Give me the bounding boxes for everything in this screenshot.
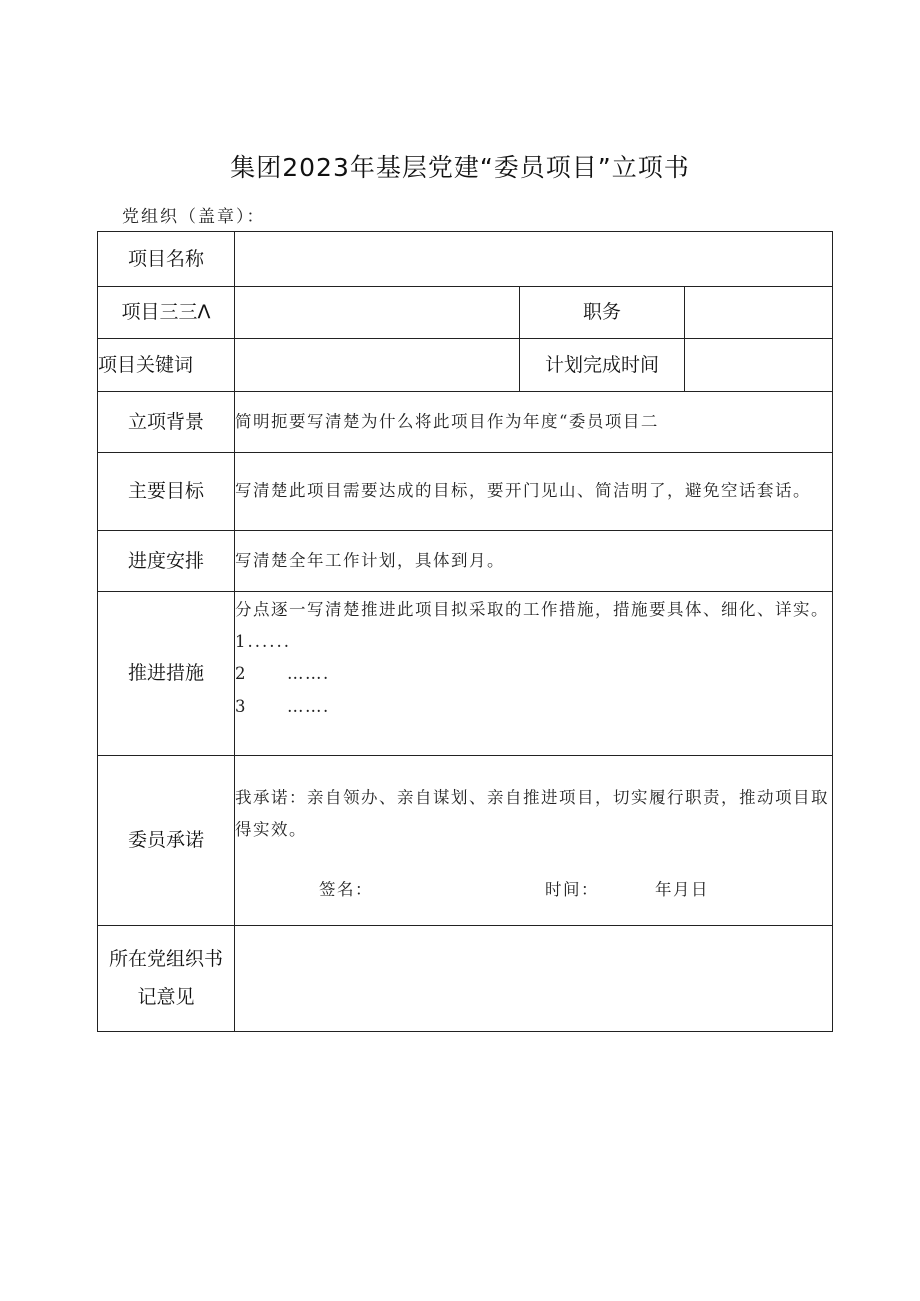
project-leader-label: 项目三三Λ [98,287,235,339]
row-project-name [98,232,833,287]
commitment-label: 委员承诺 [98,756,235,926]
row-measures [98,592,833,756]
project-name-field[interactable] [235,232,833,287]
position-label: 职务 [520,287,685,339]
row-commitment [98,756,833,926]
row-opinion [98,926,833,1032]
measures-item: 3 ……. [235,696,330,716]
signature-row [235,874,832,906]
schedule-label: 进度安排 [98,531,235,592]
background-field[interactable]: 简明扼要写清楚为什么将此项目作为年度“委员项目二 [235,392,833,453]
commitment-cell [235,756,833,926]
opinion-field[interactable] [235,926,833,1032]
deadline-label: 计划完成时间 [520,339,685,392]
measures-field[interactable] [235,592,833,756]
time-label: 时间： [545,880,599,900]
measures-intro: 分点逐一写清楚推进此项目拟采取的工作措施，措施要具体、细化、详实。 [235,600,829,619]
goal-label: 主要目标 [98,453,235,531]
row-project-leader [98,287,833,339]
keywords-field[interactable] [235,339,520,392]
document-title: 集团2023年基层党建“委员项目”立项书 [230,153,690,182]
row-goal [98,453,833,531]
row-keywords [98,339,833,392]
signature-label: 签名： [319,880,373,900]
opinion-label: 所在党组织书 记意见 [98,926,235,1032]
date-placeholder: 年月日 [655,880,709,900]
measures-item: 1...... [235,632,291,652]
row-background [98,392,833,453]
keywords-label: 项目关键词 [98,339,235,392]
deadline-field[interactable] [685,339,833,392]
project-form-table [97,231,833,1032]
measures-label: 推进措施 [98,592,235,756]
project-name-label: 项目名称 [98,232,235,287]
position-field[interactable] [685,287,833,339]
commitment-text: 我承诺：亲自领办、亲自谋划、亲自推进项目，切实履行职责，推动项目取得实效。 [235,788,829,840]
measures-item: 2 ……. [235,664,330,684]
project-leader-field[interactable] [235,287,520,339]
schedule-field[interactable]: 写清楚全年工作计划，具体到月。 [235,531,833,592]
goal-field[interactable]: 写清楚此项目需要达成的目标，要开门见山、简洁明了，避免空话套话。 [235,453,833,531]
party-org-seal-label: 党组织（盖章）： [122,207,266,227]
background-label: 立项背景 [98,392,235,453]
row-schedule [98,531,833,592]
